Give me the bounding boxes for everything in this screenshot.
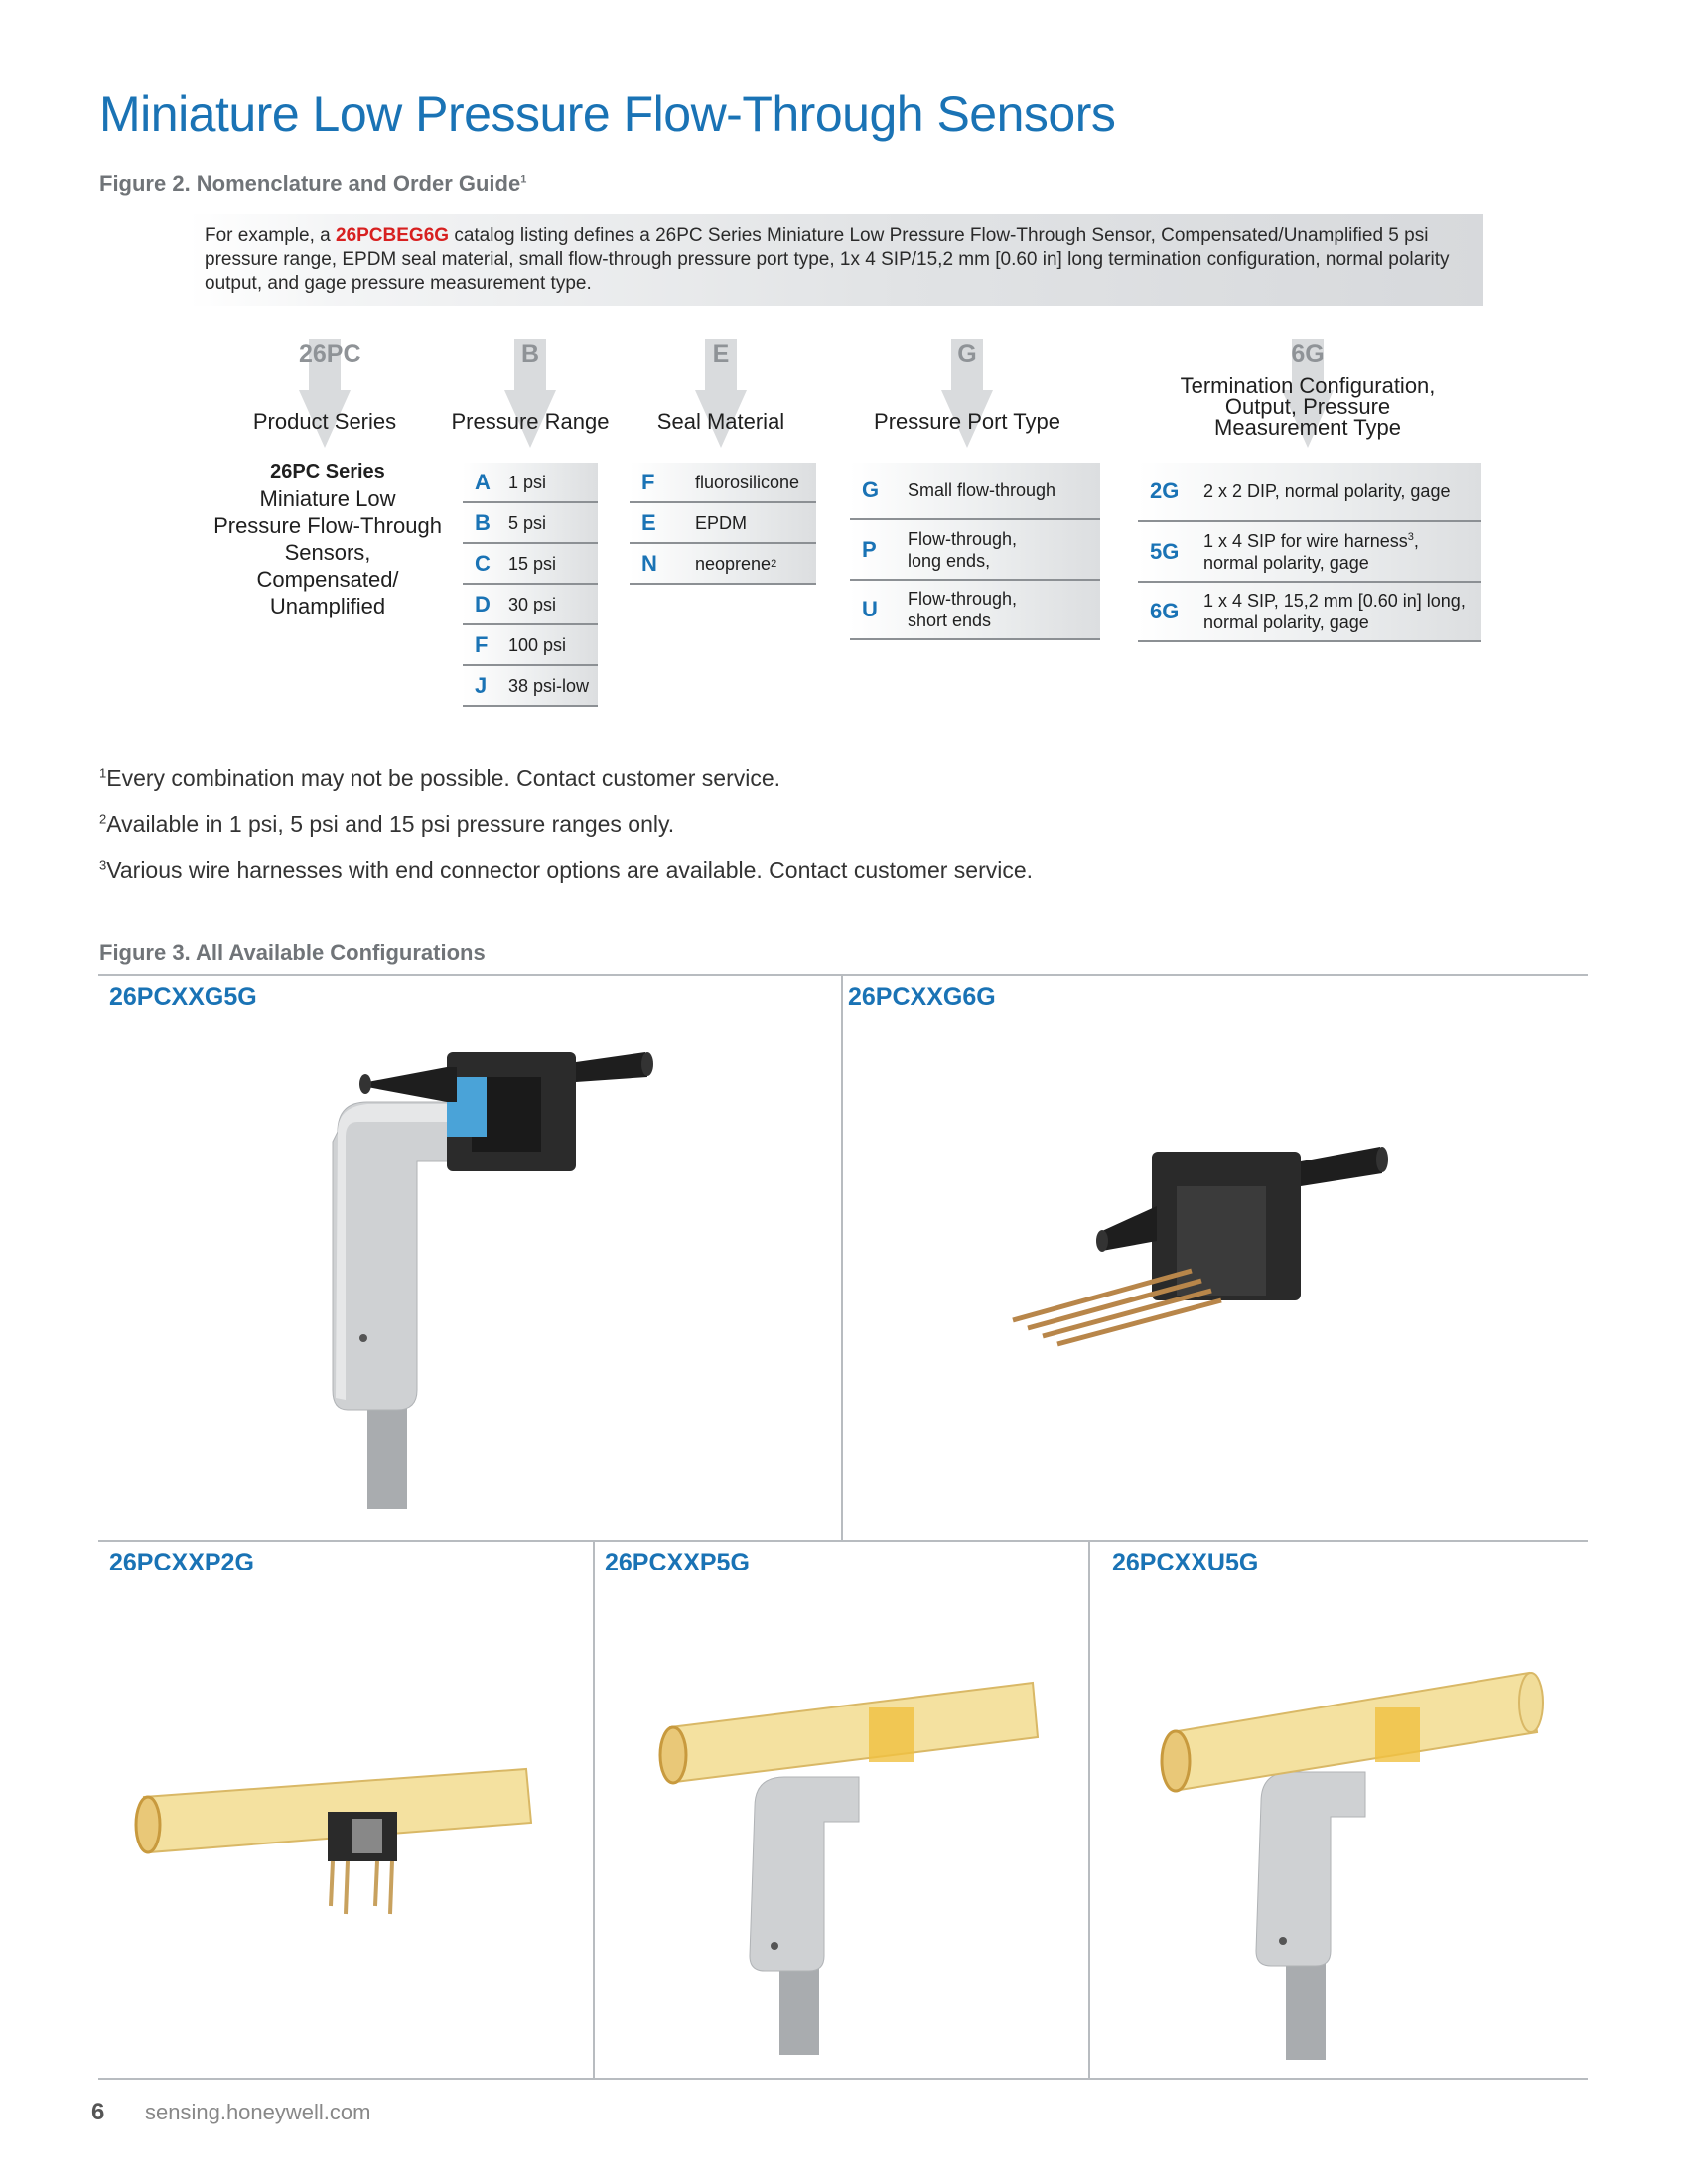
table-row: G Small flow-through bbox=[850, 463, 1100, 520]
seal-material-table bbox=[630, 463, 816, 585]
code-arrow-term: 6G bbox=[1282, 339, 1334, 448]
config-label-g5g: 26PCXXG5G bbox=[109, 983, 257, 1011]
divider bbox=[98, 2078, 1588, 2080]
figure2-caption: Figure 2. Nomenclature and Order Guide$^1$ bbox=[99, 171, 527, 196]
website-link[interactable]: sensing.honeywell.com bbox=[145, 2100, 371, 2124]
table-row: E EPDM bbox=[630, 503, 816, 544]
table-row: F fluorosilicone bbox=[630, 463, 816, 503]
header-pressure-range: Pressure Range bbox=[451, 409, 610, 434]
example-code: 26PCBEG6G bbox=[336, 225, 450, 246]
sensor-u5g-image bbox=[1152, 1643, 1549, 2060]
table-row: F 100 psi bbox=[463, 625, 598, 666]
table-row: C 15 psi bbox=[463, 544, 598, 585]
header-port-type: Pressure Port Type bbox=[874, 409, 1060, 434]
sensor-g6g-image bbox=[993, 1102, 1410, 1350]
table-row: B 5 psi bbox=[463, 503, 598, 544]
example-text: For example, a 26PCBEG6G catalog listing defines a 26PC Series Miniature Low Pressure Flow-Through Sensor, Compensated/Unamplified 5 psi pressure range, EPDM seal material, small flow-through pressure port type, 1x 4 SIP/15,2 mm [0.60 in] long termination configuration, normal polarity output, and gage pressure measurement type. bbox=[205, 225, 1450, 294]
divider bbox=[593, 1540, 595, 2080]
divider bbox=[98, 974, 1588, 976]
example-box bbox=[189, 214, 1483, 306]
footnote-3: $^3$Various wire harnesses with end connector options are available. Contact customer service. bbox=[99, 857, 1034, 883]
header-product-series: Product Series bbox=[252, 409, 397, 434]
divider bbox=[841, 974, 843, 1542]
sensor-g5g-image bbox=[298, 1023, 655, 1509]
table-row: P Flow-through, long ends, bbox=[850, 520, 1100, 581]
header-termination: Termination Configuration, Output, Pressure Measurement Type bbox=[1180, 373, 1436, 440]
config-label-p5g: 26PCXXP5G bbox=[605, 1549, 750, 1576]
pressure-range-table bbox=[463, 463, 598, 707]
config-label-u5g: 26PCXXU5G bbox=[1112, 1549, 1259, 1576]
table-row: 5G 1 x 4 SIP for wire harness$^3$, normal polarity, gage bbox=[1138, 522, 1481, 583]
series-description: 26PC Series Miniature Low Pressure Flow-Through Sensors, Compensated/ Unamplified bbox=[213, 461, 442, 618]
figure3-caption: Figure 3. All Available Configurations bbox=[99, 940, 486, 965]
termination-table bbox=[1138, 463, 1481, 642]
code-arrow-range: B bbox=[504, 339, 556, 448]
code-arrow-seal: E bbox=[695, 339, 747, 448]
config-label-g6g: 26PCXXG6G bbox=[848, 983, 996, 1011]
header-seal-material: Seal Material bbox=[656, 409, 785, 434]
table-row: A 1 psi bbox=[463, 463, 598, 503]
page-title: Miniature Low Pressure Flow-Through Sensors bbox=[99, 86, 1116, 142]
port-type-table bbox=[850, 463, 1100, 640]
table-row: N neoprene 2 bbox=[630, 544, 816, 585]
code-arrow-series: 26PC bbox=[299, 339, 351, 448]
footnote-2: $^2$Available in 1 psi, 5 psi and 15 psi pressure ranges only. bbox=[99, 811, 675, 837]
footnote-1: $^1$Every combination may not be possible. Contact customer service. bbox=[99, 765, 781, 791]
page-number: 6 bbox=[91, 2099, 105, 2125]
table-row: 6G 1 x 4 SIP, 15,2 mm [0.60 in] long, normal polarity, gage bbox=[1138, 583, 1481, 642]
table-row: 2G 2 x 2 DIP, normal polarity, gage bbox=[1138, 463, 1481, 522]
config-label-p2g: 26PCXXP2G bbox=[109, 1549, 254, 1576]
table-row: J 38 psi-low bbox=[463, 666, 598, 707]
table-row: D 30 psi bbox=[463, 585, 598, 625]
sensor-p5g-image bbox=[650, 1658, 1048, 2055]
divider bbox=[1088, 1540, 1090, 2080]
divider bbox=[98, 1540, 1588, 1542]
code-arrow-port: G bbox=[941, 339, 993, 448]
table-row: U Flow-through, short ends bbox=[850, 581, 1100, 640]
sensor-p2g-image bbox=[134, 1757, 541, 1926]
